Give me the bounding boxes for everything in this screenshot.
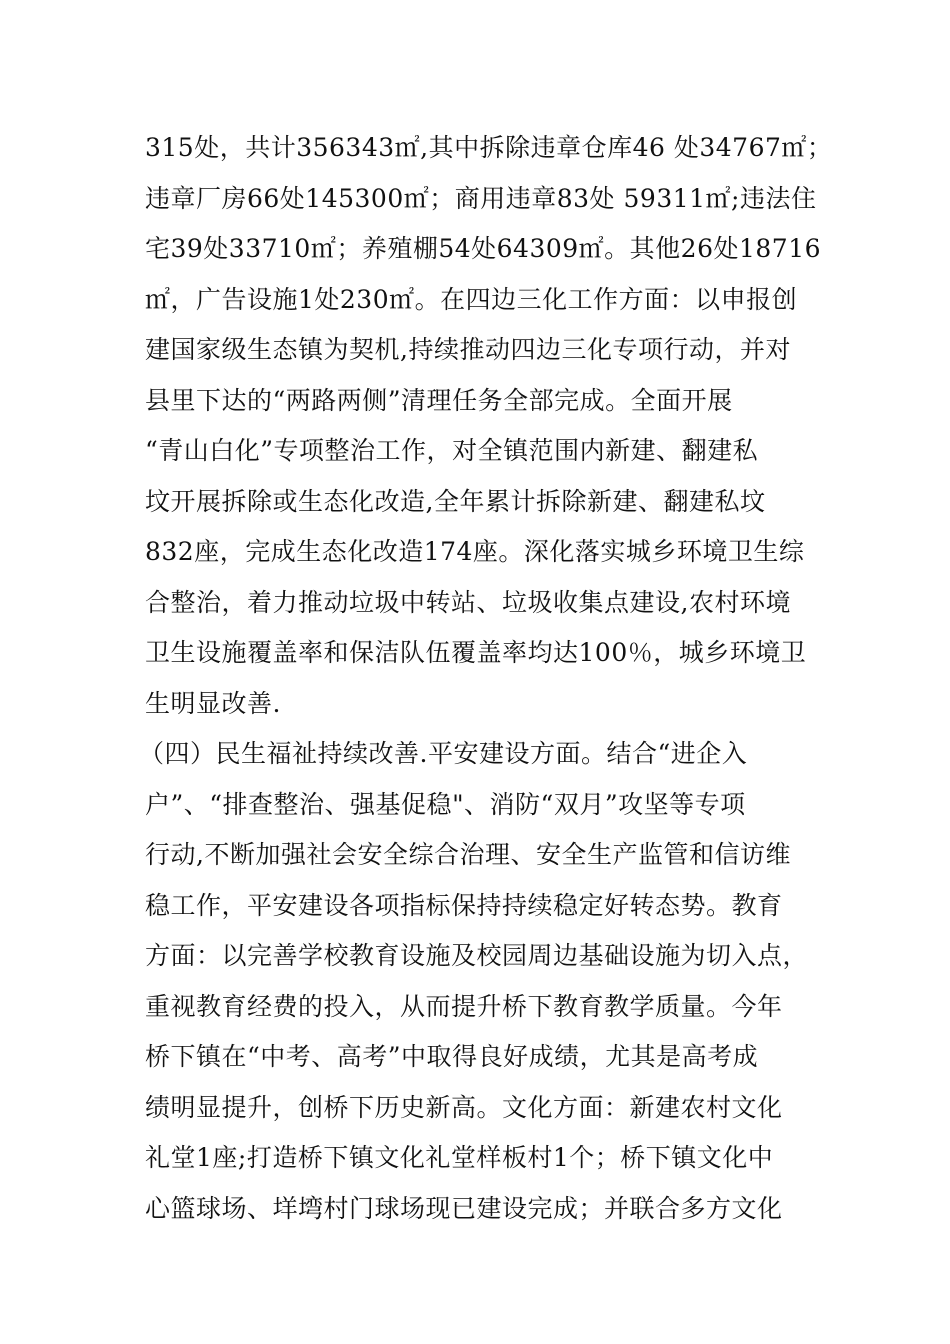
text-line: 坟开展拆除或生态化改造,全年累计拆除新建、翻建私坟: [145, 486, 766, 516]
text-line: 稳工作，平安建设各项指标保持持续稳定好转态势。教育: [145, 890, 783, 920]
text-line: 户”、“排查整治、强基促稳"、消防“双月”攻坚等专项: [145, 789, 746, 819]
text-line: 心篮球场、垟塆村门球场现已建设完成；并联合多方文化: [145, 1193, 783, 1223]
paragraph-environment: [139, 123, 833, 1234]
text-line: 县里下达的“两路两侧”清理任务全部完成。全面开展: [145, 385, 733, 415]
text-line: 行动,不断加强社会安全综合治理、安全生产监管和信访维: [145, 840, 791, 869]
text-line: “青山白化”专项整治工作，对全镇范围内新建、翻建私: [145, 436, 759, 465]
text-line: 合整治，着力推动垃圾中转站、垃圾收集点建设,农村环境: [145, 587, 791, 617]
text-line: 宅39处33710㎡；养殖棚54处64309㎡。其他26处18716: [145, 234, 822, 263]
text-line: 绩明显提升，创桥下历史新高。文化方面：新建农村文化: [145, 1092, 783, 1122]
text-line: 832座，完成生态化改造174座。深化落实城乡环境卫生综: [145, 537, 805, 566]
text-line: 315处，共计356343㎡,其中拆除违章仓库46 处34767㎡；: [145, 133, 833, 162]
text-line: ㎡，广告设施1处230㎡。在四边三化工作方面：以申报创: [145, 284, 798, 314]
text-line: 建国家级生态镇为契机,持续推动四边三化专项行动，并对: [145, 335, 791, 364]
text-line: 违章厂房66处145300㎡；商用违章83处 59311㎡;违法住: [145, 183, 817, 213]
text-line: 桥下镇在“中考、高考”中取得良好成绩，尤其是高考成: [145, 1042, 759, 1071]
text-line: 卫生设施覆盖率和保洁队伍覆盖率均达100％，城乡环境卫: [145, 638, 807, 667]
text-line: 礼堂1座;打造桥下镇文化礼堂样板村1个；桥下镇文化中: [145, 1143, 774, 1172]
text-line: 重视教育经费的投入，从而提升桥下教育教学质量。今年: [145, 991, 783, 1021]
section-heading-line: （四）民生福祉持续改善.平安建设方面。结合“进企入: [139, 739, 748, 768]
text-line: 生明显改善.: [145, 688, 281, 718]
text-line: 方面：以完善学校教育设施及校园周边基础设施为切入点，: [145, 941, 809, 970]
